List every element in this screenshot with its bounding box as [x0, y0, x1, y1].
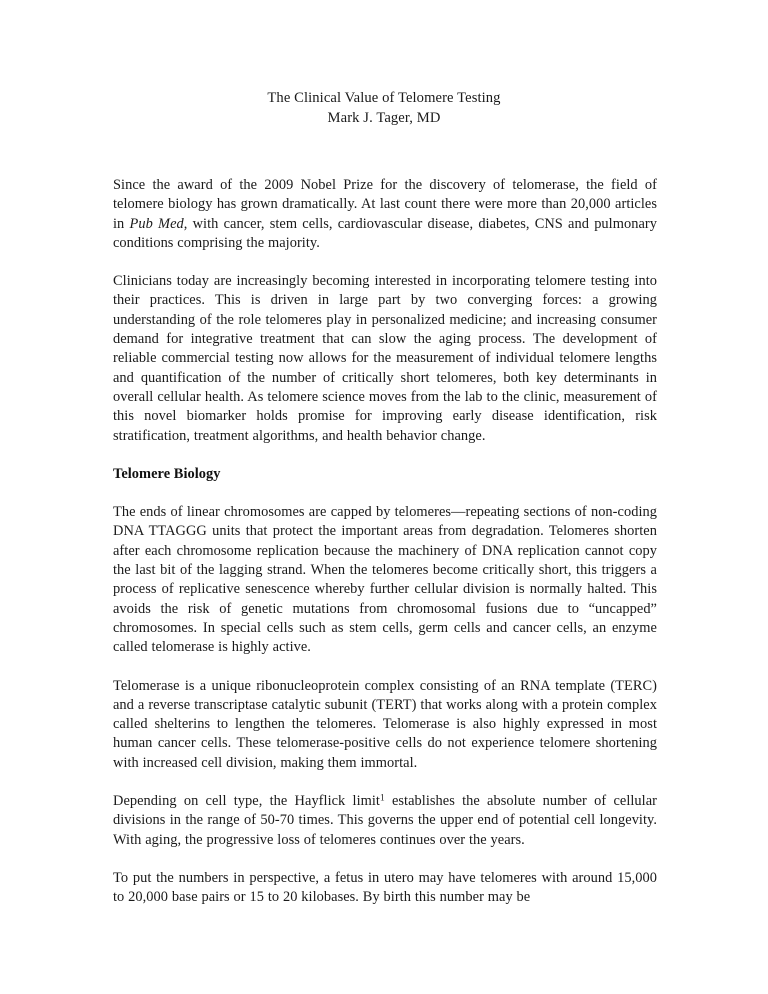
title-block [0, 88, 768, 128]
footnote-marker-1: 1 [379, 793, 385, 804]
document-body [113, 176, 657, 908]
paragraph-telomerase: Telomerase is a unique ribonucleoprotein complex consisting of an RNA template (TERC) and a reverse transcriptase catalytic subunit (TERT) that works along with a protein complex called shelterins to lengthen the telomeres. Telomerase is also highly expressed in most human cancer cells. These telomerase-positive cells do not experience telomere shortening with increased cell division, making them immortal. [113, 677, 657, 771]
paragraph-chromosome-ends: The ends of linear chromosomes are capped by telomeres—repeating sections of non-coding DNA TTAGGG units that protect the important areas from degradation. Telomeres shorten after each chromosome replication because the machinery of DNA replication cannot copy the last bit of the lagging strand. When the telomeres become critically short, this triggers a process of replicative senescence whereby further cellular division is normally halted. This avoids the risk of genetic mutations from chromosomal fusions due to “uncapped” chromosomes. In special cells such as stem cells, germ cells and cancer cells, an enzyme called telomerase is highly active. [113, 504, 657, 656]
intro-text-part-one: Since the award of the 2009 Nobel Prize for the discovery of telomerase, the field of telomere biology has grown dramatically. At last count there were more than 20,000 articles in [113, 177, 657, 232]
journal-name-pubmed: Pub Med [129, 215, 184, 232]
paragraph-perspective: To put the numbers in perspective, a fetus in utero may have telomeres with around 15,000 to 20,000 base pairs or 15 to 20 kilobases. By birth this number may be [113, 869, 657, 906]
section-heading-telomere-biology: Telomere Biology [113, 465, 221, 482]
paragraph-hayflick [113, 792, 657, 850]
paragraph-intro [113, 176, 657, 253]
page-title: The Clinical Value of Telomere Testing [267, 90, 501, 106]
hayflick-text-part-two: establishes the absolute number of cellular divisions in the range of 50-70 times. This governs the upper end of potential cell longevity. With aging, the progressive loss of telomeres continues over the years. [113, 793, 657, 848]
intro-text-part-two: , with cancer, stem cells, cardiovascular disease, diabetes, CNS and pulmonary conditions comprising the majority. [113, 215, 657, 251]
paragraph-clinicians: Clinicians today are increasingly becoming interested in incorporating telomere testing into their practices. This is driven in large part by two converging forces: a growing understanding of the role telomeres play in personalized medicine; and increasing consumer demand for integrative treatment that can slow the aging process. The development of reliable commercial testing now allows for the measurement of individual telomere lengths and quantification of the number of critically short telomeres, both key determinants in overall cellular health. As telomere science moves from the lab to the clinic, measurement of this novel biomarker holds promise for improving early disease identification, risk stratification, treatment algorithms, and health behavior change. [113, 273, 657, 444]
hayflick-text-part-one: Depending on cell type, the Hayflick limit [113, 793, 380, 810]
document-author: Mark J. Tager, MD [327, 110, 441, 126]
